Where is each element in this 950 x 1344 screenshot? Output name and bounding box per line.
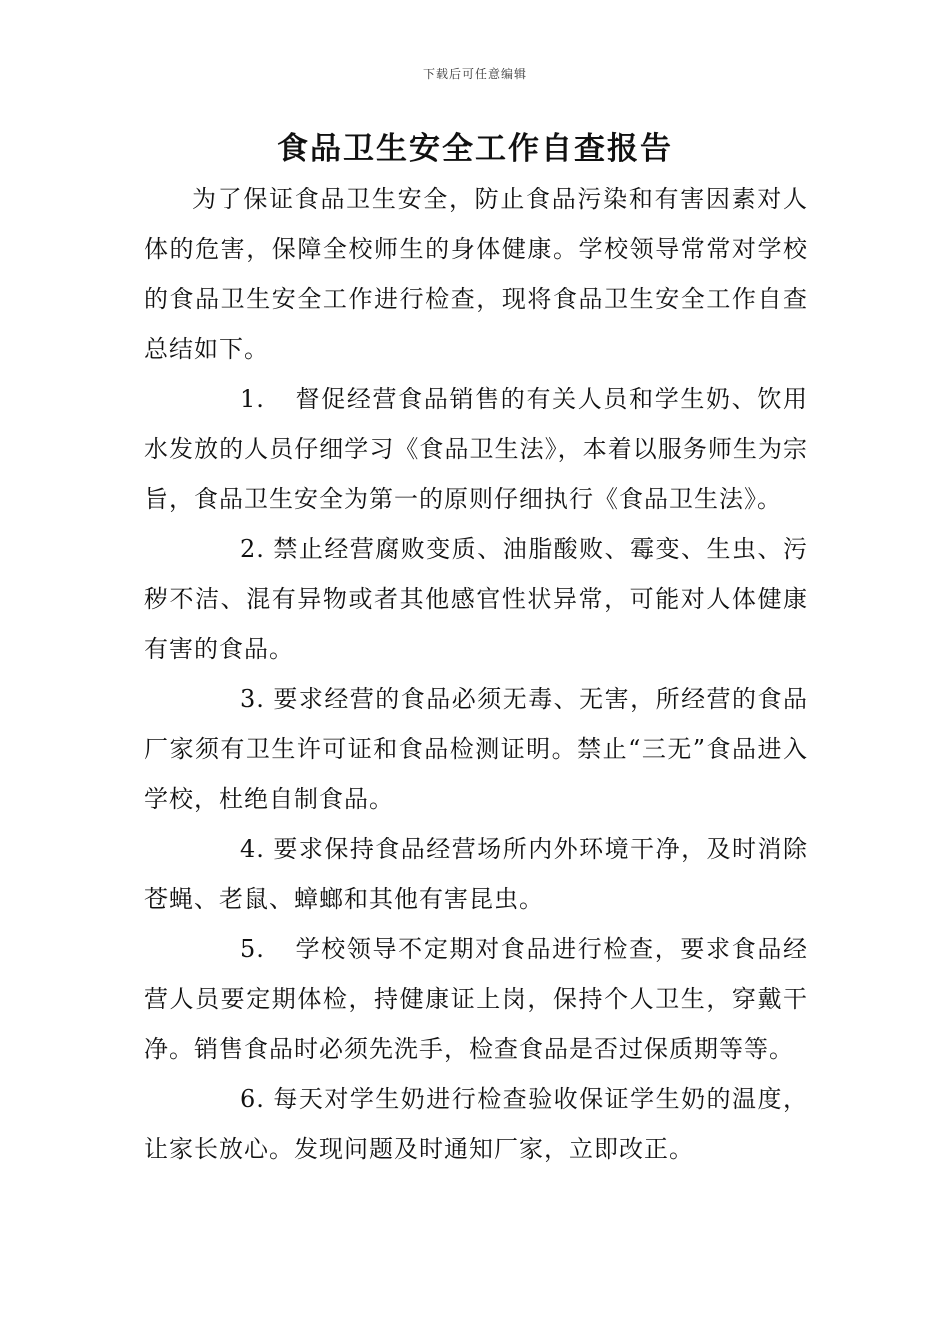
item-number: 3.	[240, 685, 265, 713]
list-item	[144, 524, 808, 674]
item-text: 禁止经营腐败变质、油脂酸败、霉变、生虫、污秽不洁、混有异物或者其他感官性状异常，可能对人体健康有害的食品。	[144, 535, 808, 663]
header-note: 下载后可任意编辑	[422, 67, 527, 81]
item-number: 6.	[240, 1085, 265, 1113]
item-number: 1.	[240, 385, 265, 413]
list-item	[144, 374, 808, 524]
list-item	[144, 824, 808, 924]
item-text: 每天对学生奶进行检查验收保证学生奶的温度，让家长放心。发现问题及时通知厂家，立即改正。	[144, 1085, 808, 1163]
intro-paragraph: 为了保证食品卫生安全，防止食品污染和有害因素对人体的危害，保障全校师生的身体健康。学校领导常常对学校的食品卫生安全工作进行检查，现将食品卫生安全工作自查总结如下。	[144, 185, 808, 363]
list-item	[144, 674, 808, 824]
document-title: 食品卫生安全工作自查报告	[277, 131, 673, 167]
list-item	[144, 1074, 808, 1174]
item-text: 要求经营的食品必须无毒、无害，所经营的食品厂家须有卫生许可证和食品检测证明。禁止“三无”食品进入学校，杜绝自制食品。	[144, 685, 808, 813]
item-text: 学校领导不定期对食品进行检查，要求食品经营人员要定期体检，持健康证上岗，保持个人卫生，穿戴干净。销售食品时必须先洗手，检查食品是否过保质期等等。	[144, 935, 808, 1063]
document-body	[144, 174, 808, 1174]
list-item	[144, 924, 808, 1074]
item-number: 4.	[240, 835, 265, 863]
item-text: 督促经营食品销售的有关人员和学生奶、饮用水发放的人员仔细学习《食品卫生法》，本着以服务师生为宗旨，食品卫生安全为第一的原则仔细执行《食品卫生法》。	[144, 385, 808, 513]
item-number: 5.	[240, 935, 265, 963]
item-text: 要求保持食品经营场所内外环境干净，及时消除苍蝇、老鼠、蟑螂和其他有害昆虫。	[144, 835, 808, 913]
item-number: 2.	[240, 535, 265, 563]
